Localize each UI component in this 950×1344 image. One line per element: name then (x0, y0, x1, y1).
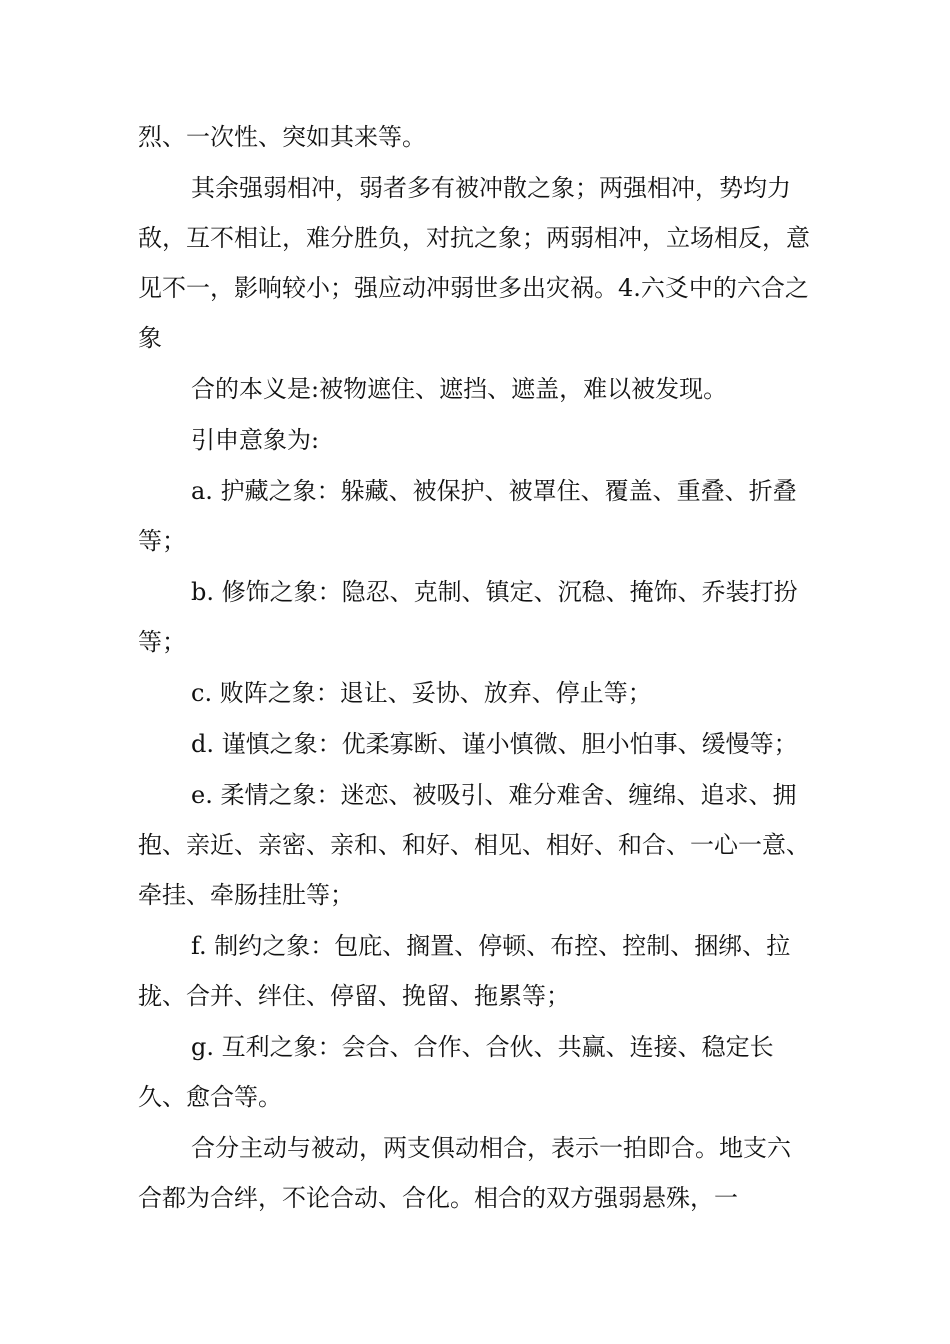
paragraph-2: 其余强弱相冲，弱者多有被冲散之象；两强相冲，势均力敌，互不相让，难分胜负，对抗之象；两弱相冲，立场相反，意见不一，影响较小；强应动冲弱世多出灾祸。4.六爻中的六合之象 (138, 174, 810, 352)
paragraph-3: 合的本义是:被物遮住、遮挡、遮盖，难以被发现。 (191, 375, 728, 403)
list-item-b: b. 修饰之象：隐忍、克制、镇定、沉稳、掩饰、乔装打扮等； (138, 578, 798, 656)
paragraph-4: 引申意象为: (191, 426, 320, 454)
paragraph-final: 合分主动与被动，两支俱动相合，表示一拍即合。地支六合都为合绊，不论合动、合化。相合的双方强弱悬殊，一 (138, 1134, 791, 1212)
list-item-f: f. 制约之象：包庇、搁置、停顿、布控、控制、捆绑、拉拢、合并、绊住、停留、挽留、拖累等； (138, 932, 791, 1010)
document-body (138, 112, 814, 1223)
list-item-e: e. 柔情之象：迷恋、被吸引、难分难舍、缠绵、追求、拥抱、亲近、亲密、亲和、和好、相见、相好、和合、一心一意、牵挂、牵肠挂肚等； (138, 781, 810, 909)
list-item-c: c. 败阵之象：退让、妥协、放弃、停止等； (191, 679, 652, 707)
list-item-a: a. 护藏之象：躲藏、被保护、被罩住、覆盖、重叠、折叠等； (138, 477, 797, 555)
list-item-d: d. 谨慎之象：优柔寡断、谨小慎微、胆小怕事、缓慢等； (191, 730, 798, 758)
paragraph-1: 烈、一次性、突如其来等。 (138, 123, 426, 151)
list-item-g: g. 互利之象：会合、合作、合伙、共赢、连接、稳定长久、愈合等。 (138, 1033, 774, 1111)
